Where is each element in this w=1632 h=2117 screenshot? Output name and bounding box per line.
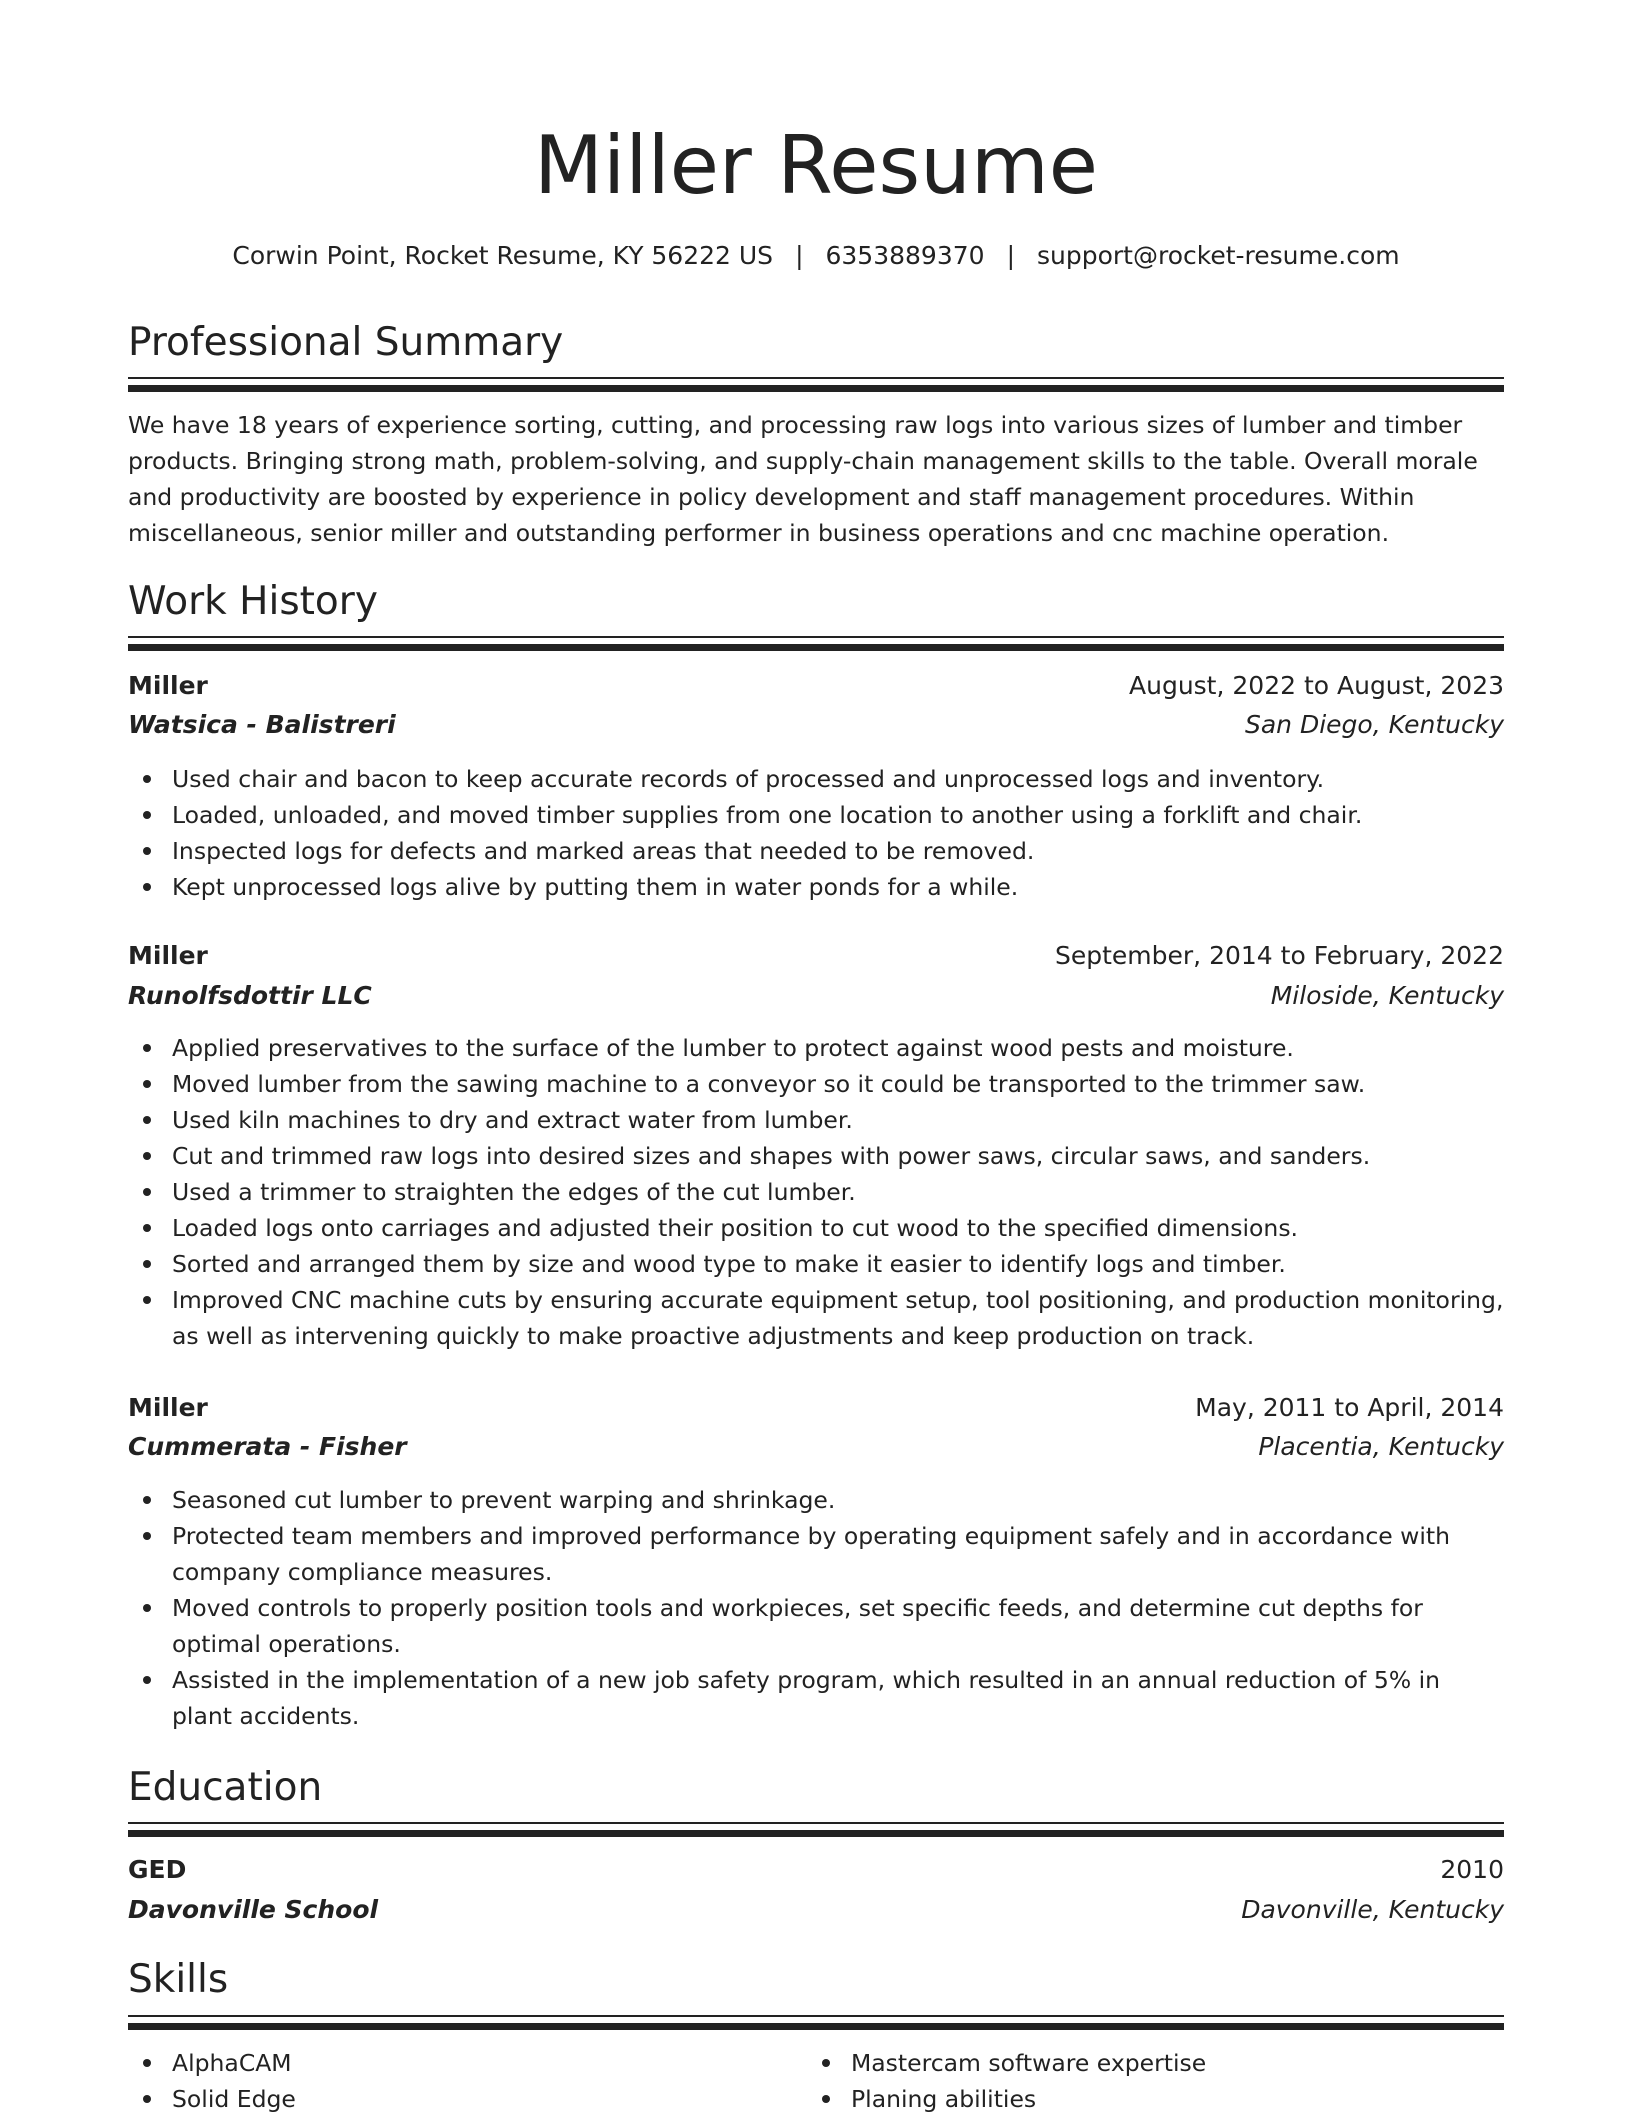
skill-item: Mastercam software expertise [807, 2045, 1447, 2081]
list-item: Used kiln machines to dry and extract water from lumber. [128, 1102, 1504, 1138]
list-item: Protected team members and improved performance by operating equipment safely and in accordance with company compliance measures. [128, 1518, 1504, 1590]
list-item: Assisted in the implementation of a new job safety program, which resulted in an annual reduction of 5% in plant accidents. [128, 1662, 1504, 1734]
education-school: Davonville School [128, 1895, 379, 1924]
job-header [128, 667, 1504, 705]
skills-heading: Skills [128, 1957, 229, 2002]
list-item: Applied preservatives to the surface of the lumber to protect against wood pests and moisture. [128, 1030, 1504, 1066]
contact-address: Corwin Point, Rocket Resume, KY 56222 US [232, 241, 774, 270]
contact-line [128, 238, 1504, 274]
list-item: Loaded, unloaded, and moved timber supplies from one location to another using a forklift and chair. [128, 797, 1504, 833]
skills-list-left [128, 2045, 768, 2117]
skill-item: AlphaCAM [128, 2045, 768, 2081]
list-item: Moved lumber from the sawing machine to a conveyor so it could be transported to the trimmer saw. [128, 1066, 1504, 1102]
education-header [128, 1851, 1504, 1889]
summary-text: We have 18 years of experience sorting, cutting, and processing raw logs into various sizes of lumber and timber products. Bringing strong math, problem-solving, and supply-chain management skills to the table. Overall morale and productivity are boosted by experience in policy development and staff management procedures. Within miscellaneous, senior miller and outstanding performer in business operations and cnc machine operation. [128, 411, 1478, 547]
job-location: Miloside, Kentucky [1270, 981, 1504, 1010]
list-item: Improved CNC machine cuts by ensuring accurate equipment setup, tool positioning, and production monitoring, as well as intervening quickly to make proactive adjustments and keep production on track. [128, 1282, 1504, 1354]
list-item: Used chair and bacon to keep accurate records of processed and unprocessed logs and inventory. [128, 761, 1504, 797]
contact-email: support@rocket-resume.com [1037, 241, 1400, 270]
list-item: Inspected logs for defects and marked areas that needed to be removed. [128, 833, 1504, 869]
list-item: Loaded logs onto carriages and adjusted their position to cut wood to the specified dimensions. [128, 1210, 1504, 1246]
section-rule [128, 636, 1504, 651]
job-company-row [128, 706, 1504, 744]
skill-item: Planing abilities [807, 2081, 1447, 2117]
education-school-row [128, 1891, 1504, 1929]
job-location: Placentia, Kentucky [1258, 1432, 1504, 1461]
contact-separator: | [795, 241, 804, 270]
job-company: Cummerata - Fisher [128, 1432, 407, 1461]
skill-item: Solid Edge [128, 2081, 768, 2117]
list-item: Moved controls to properly position tools and workpieces, set specific feeds, and determine cut depths for optimal operations. [128, 1590, 1504, 1662]
section-rule [128, 1822, 1504, 1837]
education-degree: GED [128, 1855, 187, 1884]
job-bullets [128, 1030, 1504, 1354]
contact-separator: | [1006, 241, 1015, 270]
education-location: Davonville, Kentucky [1241, 1895, 1504, 1924]
work-history-heading: Work History [128, 579, 378, 624]
job-title: Miller [128, 671, 208, 700]
job-company-row [128, 1428, 1504, 1466]
list-item: Seasoned cut lumber to prevent warping and shrinkage. [128, 1482, 1504, 1518]
section-rule [128, 377, 1504, 392]
skills-list-right [807, 2045, 1447, 2117]
list-item: Sorted and arranged them by size and wood type to make it easier to identify logs and timber. [128, 1246, 1504, 1282]
education-year: 2010 [1440, 1855, 1504, 1884]
job-dates: August, 2022 to August, 2023 [1129, 671, 1504, 700]
list-item: Cut and trimmed raw logs into desired sizes and shapes with power saws, circular saws, and sanders. [128, 1138, 1504, 1174]
education-heading: Education [128, 1765, 323, 1810]
job-location: San Diego, Kentucky [1244, 710, 1504, 739]
contact-phone: 6353889370 [825, 241, 985, 270]
job-title: Miller [128, 1393, 208, 1422]
job-bullets [128, 1482, 1504, 1734]
resume-name: Miller Resume [534, 119, 1098, 212]
job-header [128, 1389, 1504, 1427]
job-company: Runolfsdottir LLC [128, 981, 372, 1010]
summary-heading: Professional Summary [128, 320, 564, 365]
section-rule [128, 2015, 1504, 2030]
job-bullets [128, 761, 1504, 905]
job-company: Watsica - Balistreri [128, 710, 396, 739]
job-dates: September, 2014 to February, 2022 [1055, 941, 1504, 970]
list-item: Used a trimmer to straighten the edges of the cut lumber. [128, 1174, 1504, 1210]
job-company-row [128, 977, 1504, 1015]
job-dates: May, 2011 to April, 2014 [1195, 1393, 1504, 1422]
job-title: Miller [128, 941, 208, 970]
list-item: Kept unprocessed logs alive by putting them in water ponds for a while. [128, 869, 1504, 905]
job-header [128, 937, 1504, 975]
